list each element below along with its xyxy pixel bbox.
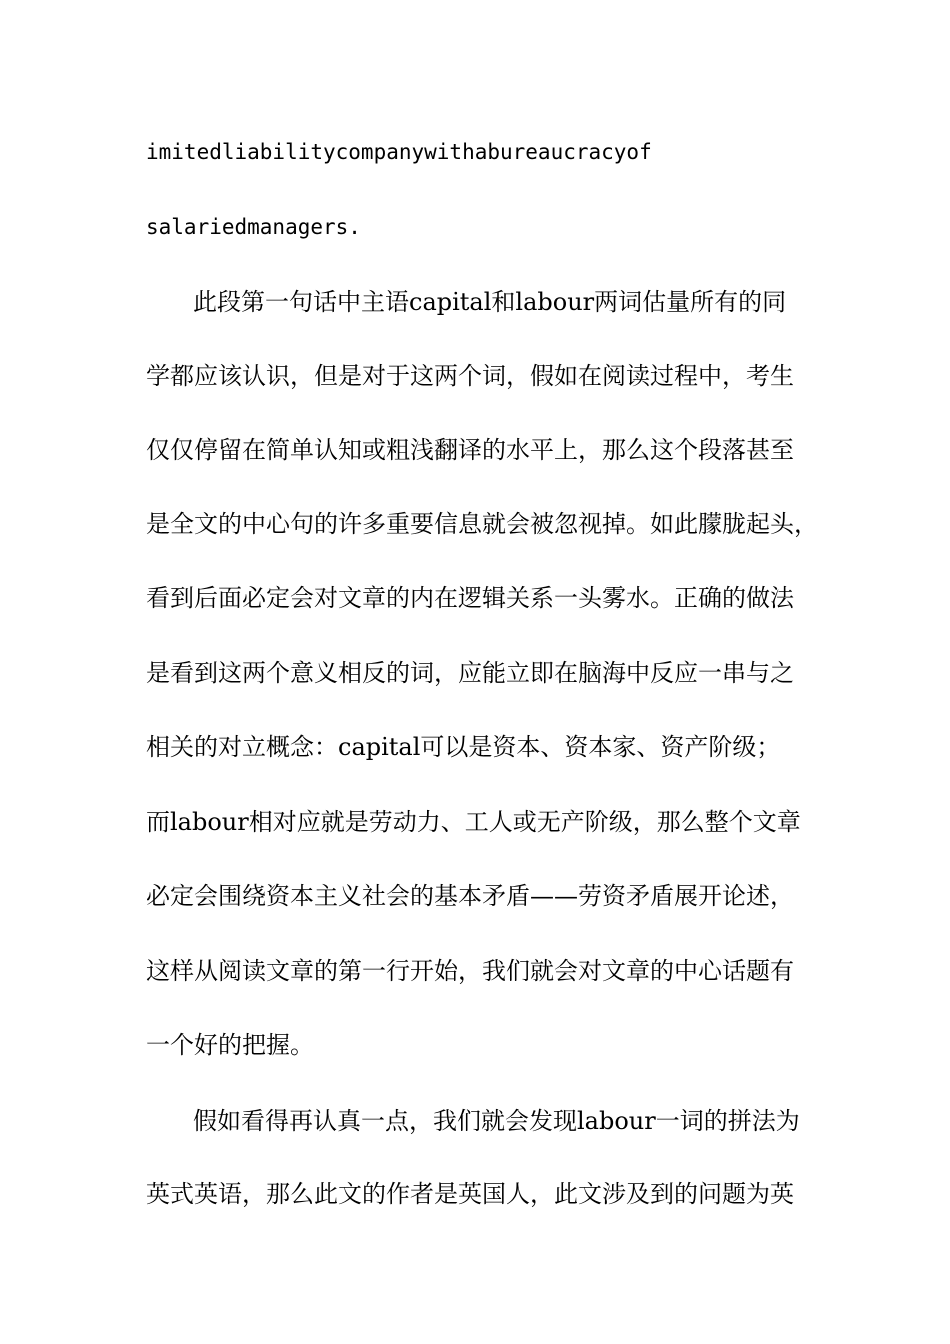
text-line-7: 看到后面必定会对文章的内在逻辑关系一头雾水。正确的做法 [146,584,794,612]
text-line-10: 而labour相对应就是劳动力、工人或无产阶级，那么整个文章 [146,808,801,836]
text-line-15: 英式英语，那么此文的作者是英国人，此文涉及到的问题为英 [146,1180,794,1208]
text-line-8: 是看到这两个意义相反的词，应能立即在脑海中反应一串与之 [146,659,794,687]
text-line-5: 仅仅停留在简单认知或粗浅翻译的水平上，那么这个段落甚至 [146,436,794,464]
text-line-6: 是全文的中心句的许多重要信息就会被忽视掉。如此朦胧起头， [146,510,818,538]
text-line-4: 学都应该认识，但是对于这两个词，假如在阅读过程中，考生 [146,362,794,390]
text-line-11: 必定会围绕资本主义社会的基本矛盾——劳资矛盾展开论述， [146,882,794,910]
text-line-12: 这样从阅读文章的第一行开始，我们就会对文章的中心话题有 [146,957,794,985]
text-line-9: 相关的对立概念：capital可以是资本、资本家、资产阶级； [146,733,781,761]
text-line-2: salariedmanagers. [146,215,361,239]
text-line-1: imitedliabilitycompanywithabureaucracyof [146,140,652,164]
text-line-3: 此段第一句话中主语capital和labour两词估量所有的同 [193,288,787,316]
text-line-13: 一个好的把握。 [146,1031,314,1059]
text-line-14: 假如看得再认真一点，我们就会发现labour一词的拼法为 [193,1107,800,1135]
